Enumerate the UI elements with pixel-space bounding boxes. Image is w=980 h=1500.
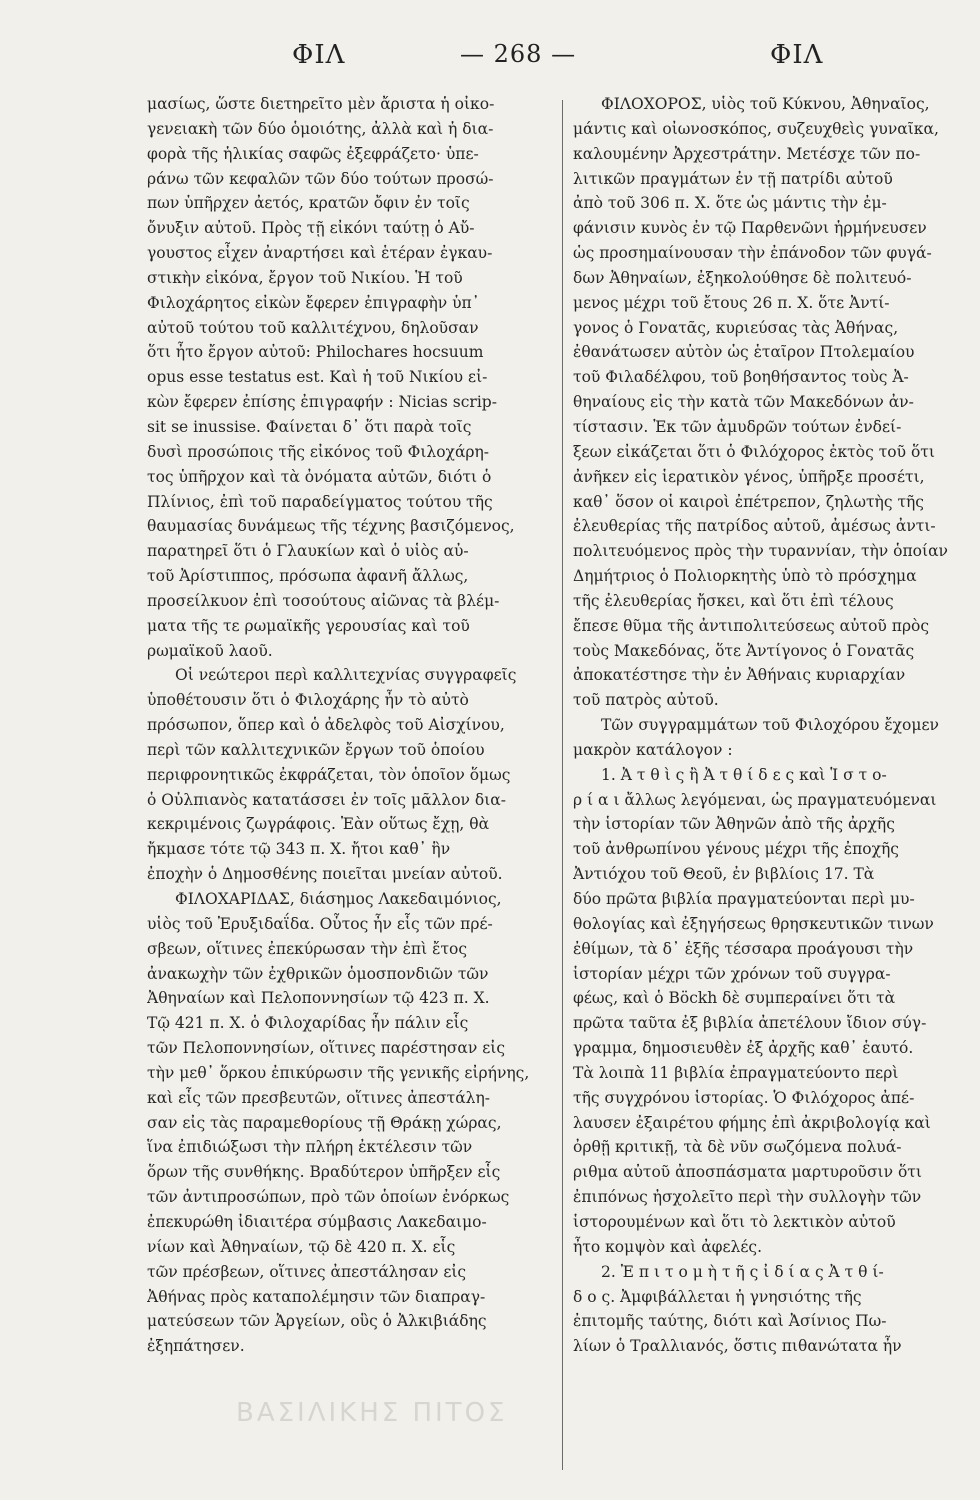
text-line: ἐπεκυρώθη ἰδιαιτέρα σύμβασις Λακεδαιμο- (147, 1212, 487, 1231)
text-line: ἐπιτομῆς ταύτης, διότι καὶ Ἀσίνιος Πω- (573, 1312, 887, 1331)
text-line: νίων καὶ Ἀθηναίων, τῷ δὲ 420 π. Χ. εἷς (147, 1237, 456, 1256)
text-line: τοῦ ἀνθρωπίνου γένους μέχρι τῆς ἐποχῆς (573, 840, 899, 859)
text-line: Τῶν συγγραμμάτων τοῦ Φιλοχόρου ἔχομεν (601, 716, 939, 735)
text-line: προσείλκυον ἐπὶ τοσούτους αἰῶνας τὰ βλέμ- (147, 591, 500, 610)
text-line: τῶν ἀντιπροσώπων, πρὸ τῶν ὁποίων ἐνόρκως (147, 1188, 510, 1207)
text-line: Ἀθήνας πρὸς καταπολέμησιν τῶν διαπραγ- (147, 1287, 486, 1306)
header-left-abbrev: ΦΙΛ (292, 40, 346, 70)
text-line: ἀνακωχὴν τῶν ἐχθρικῶν ὁμοσπονδιῶν τῶν (147, 964, 489, 983)
text-line: τίστασιν. Ἐκ τῶν ἀμυδρῶν τούτων ἐνδεί- (573, 417, 902, 436)
text-line: πρῶτα ταῦτα ἐξ βιβλία ἀπετέλουν ἴδιον σύγ- (573, 1014, 927, 1033)
text-line: τῶν Πελοποννησίων, οἵτινες παρέστησαν εἰς (147, 1039, 506, 1058)
text-line: καὶ εἷς τῶν πρεσβευτῶν, οἵτινες ἀπεστάλη- (147, 1088, 491, 1107)
text-line: ἤκμασε τότε τῷ 343 π. Χ. ἤτοι καθ᾽ ἣν (147, 840, 451, 859)
text-line: ὄνυξιν αὐτοῦ. Πρὸς τῇ εἰκόνι ταύτῃ ὁ Αὔ- (147, 219, 475, 238)
text-line: 1. Ἀ τ θ ὶ ς ἢ Ἀ τ θ ί δ ε ς καὶ Ἱ σ τ ο- (601, 765, 887, 784)
text-line: ριθμα αὐτοῦ ἀποσπάσματα μαρτυροῦσιν ὅτι (573, 1163, 922, 1182)
text-line: ἀποκατέστησε τὴν ἐν Ἀθήναις κυριαρχίαν (573, 666, 906, 685)
page-number: — 268 — (460, 40, 577, 68)
text-line: ρωμαϊκοῦ λαοῦ. (147, 641, 273, 660)
text-line: ἱστορουμένων καὶ ὅτι τὸ λεκτικὸν αὐτοῦ (573, 1212, 896, 1231)
text-line: περὶ τῶν καλλιτεχνικῶν ἔργων τοῦ ὁποίου (147, 740, 485, 759)
text-line: τῶν πρέσβεων, οἵτινες ἀπεστάλησαν εἰς (147, 1262, 467, 1281)
text-line: ἀπὸ τοῦ 306 π. Χ. ὅτε ὡς μάντις τὴν ἐμ- (573, 194, 887, 213)
text-line: Οἱ νεώτεροι περὶ καλλιτεχνίας συγγραφεῖς (175, 666, 517, 685)
text-line: ὡς προσημαίνουσαν τὴν ἐπάνοδον τῶν φυγά- (573, 244, 932, 263)
text-line: φορὰ τῆς ἡλικίας σαφῶς ἐξεφράζετο· ὑπε- (147, 144, 479, 163)
text-line: ΦΙΛΟΧΟΡΟΣ, υἱὸς τοῦ Κύκνου, Ἀθηναῖος, (601, 95, 930, 113)
text-line: Ἀθηναίων καὶ Πελοποννησίων τῷ 423 π. Χ. (147, 989, 490, 1008)
text-line: ὑποθέτουσιν ὅτι ὁ Φιλοχάρης ἦν τὸ αὐτὸ (147, 691, 469, 710)
text-line: γραμμα, δημοσιευθὲν ἐξ ἀρχῆς καθ᾽ ἑαυτό. (573, 1039, 914, 1058)
text-line: αὐτοῦ τούτου τοῦ καλλιτέχνου, δηλοῦσαν (147, 318, 479, 337)
text-line: ράνω τῶν κεφαλῶν τῶν δύο τούτων προσώ- (147, 169, 494, 188)
text-line: opus esse testatus est. Καὶ ἡ τοῦ Νικίου εἰ- (147, 368, 488, 387)
column-divider (562, 100, 563, 1470)
text-line: ἐποχὴν ὁ Δημοσθένης ποιεῖται μνείαν αὐτοῦ. (147, 865, 503, 884)
text-line: παρατηρεῖ ὅτι ὁ Γλαυκίων καὶ ὁ υἱὸς αὐ- (147, 542, 469, 561)
text-line: σαν εἰς τὰς παραμεθορίους τῇ Θράκῃ χώρας, (147, 1113, 502, 1132)
text-line: θηναίους εἰς τὴν κατὰ τῶν Μακεδόνων ἀν- (573, 393, 914, 412)
text-line: ἵνα ἐπιδιώξωσι τὴν πλήρη ἐκτέλεσιν τῶν (147, 1138, 473, 1157)
text-line: τος ὑπῆρχον καὶ τὰ ὀνόματα αὐτῶν, διότι ὁ (147, 467, 492, 486)
text-line: φάνισιν κυνὸς ἐν τῷ Παρθενῶνι ἡρμήνευσεν (573, 219, 927, 238)
text-line: ματα τῆς τε ρωμαϊκῆς γερουσίας καὶ τοῦ (147, 616, 470, 635)
left-column (147, 92, 555, 1359)
text-line: ὅτι ἦτο ἔργον αὐτοῦ: Philochares hocsuum (147, 343, 484, 362)
text-line: ὁ Οὐλπιανὸς κατατάσσει ἐν τοῖς μᾶλλον δια- (147, 790, 506, 809)
text-line: ἐθανάτωσεν αὐτὸν ὡς ἑταῖρον Πτολεμαίου (573, 343, 915, 362)
text-line: λίων ὁ Τραλλιανός, ὅστις πιθανώτατα ἦν (573, 1337, 902, 1356)
text-line: θολογίας καὶ ἐξηγήσεως θρησκευτικῶν τινων (573, 914, 934, 933)
text-line: θαυμασίας δυνάμεως τῆς τέχνης βασιζόμενος, (147, 517, 515, 536)
text-line: ἱστορίαν μέχρι τῶν χρόνων τοῦ συγγρα- (573, 964, 891, 983)
text-line: ξεων εἰκάζεται ὅτι ὁ Φιλόχορος ἐκτὸς τοῦ ὅτι (573, 442, 935, 461)
text-line: ὅρων τῆς συνθήκης. Βραδύτερον ὑπῆρξεν εἷς (147, 1163, 501, 1182)
text-line: τοῦ πατρὸς αὐτοῦ. (573, 691, 719, 710)
text-line: ἐξηπάτησεν. (147, 1337, 245, 1356)
text-line: ἐλευθερίας τῆς πατρίδος αὐτοῦ, ἀμέσως ἀντι- (573, 517, 936, 536)
text-line: Φιλοχάρητος εἰκὼν ἔφερεν ἐπιγραφὴν ὑπ᾽ (147, 293, 480, 312)
library-watermark: ΒΑΣΙΛΙΚΗΣ ΠΙΤΟΣ (236, 1398, 508, 1428)
text-line: Πλίνιος, ἐπὶ τοῦ παραδείγματος τούτου τῆς (147, 492, 493, 511)
text-line: ἔπεσε θῦμα τῆς ἀντιπολιτεύσεως αὐτοῦ πρὸς (573, 616, 930, 635)
running-header (0, 40, 980, 80)
text-line: μασίως, ὥστε διετηρεῖτο μὲν ἄριστα ἡ οἰκο- (147, 95, 495, 113)
text-line: γενειακὴ τῶν δύο ὁμοιότης, ἀλλὰ καὶ ἡ δια- (147, 119, 494, 138)
text-line: ἐθίμων, τὰ δ᾽ ἑξῆς τέσσαρα προάγουσι τὴν (573, 939, 914, 958)
header-right-abbrev: ΦΙΛ (770, 40, 824, 70)
text-line: δύο πρῶτα βιβλία πραγματεύονται περὶ μυ- (573, 890, 915, 908)
text-line: τὴν ἱστορίαν τῶν Ἀθηνῶν ἀπὸ τῆς ἀρχῆς (573, 815, 895, 834)
text-line: sit se inussise. Φαίνεται δ᾽ ὅτι παρὰ τοῖς (147, 417, 472, 436)
text-line: πολιτευόμενος πρὸς τὴν τυραννίαν, τὴν ὁποίαν (573, 542, 948, 561)
text-line: πων ὑπῆρχεν ἀετός, κρατῶν ὄφιν ἐν τοῖς (147, 194, 470, 213)
text-line: ἦτο κομψὸν καὶ ἀφελές. (573, 1237, 763, 1256)
text-line: Δημήτριος ὁ Πολιορκητὴς ὑπὸ τὸ πρόσχημα (573, 567, 917, 586)
text-line: λαυσεν ἐξαιρέτου φήμης ἐπὶ ἀκριβολογίᾳ καὶ (573, 1113, 931, 1132)
text-line: καλουμένην Ἀρχεστράτην. Μετέσχε τῶν πο- (573, 144, 921, 163)
text-line: δ ο ς. Ἀμφιβάλλεται ἡ γνησιότης τῆς (573, 1287, 862, 1306)
text-line: τῆς ἐλευθερίας ἤσκει, καὶ ὅτι ἐπὶ τέλους (573, 591, 894, 610)
right-column (573, 92, 965, 1359)
text-line: κεκριμένοις ζωγράφοις. Ἐὰν οὕτως ἔχῃ, θὰ (147, 815, 490, 834)
text-line: ρ ί α ι ἄλλως λεγόμεναι, ὡς πραγματευόμεναι (573, 790, 937, 809)
text-line: τὴν μεθ᾽ ὅρκου ἐπικύρωσιν τῆς γενικῆς εἰρήνης, (147, 1063, 530, 1082)
text-line: υἱὸς τοῦ Ἐρυξιδαΐδα. Οὗτος ἦν εἷς τῶν πρέ- (147, 914, 493, 933)
text-line: τῆς συγχρόνου ἱστορίας. Ὁ Φιλόχορος ἀπέ- (573, 1088, 915, 1107)
text-line: Τῷ 421 π. Χ. ὁ Φιλοχαρίδας ἦν πάλιν εἷς (147, 1014, 469, 1033)
text-line: Ἀντιόχου τοῦ Θεοῦ, ἐν βιβλίοις 17. Τὰ (573, 865, 875, 884)
text-line: τοῦ Ἀρίστιππος, πρόσωπα ἀφανῆ ἄλλως, (147, 567, 469, 586)
text-line: πρόσωπον, ὅπερ καὶ ὁ ἀδελφὸς τοῦ Αἰσχίνου, (147, 716, 505, 735)
text-line: 2. Ἐ π ι τ ο μ ὴ τ ῆ ς ἰ δ ί α ς Ἀ τ θ ί- (601, 1262, 884, 1281)
text-line: μακρὸν κατάλογον : (573, 740, 733, 759)
text-line: τοῦ Φιλαδέλφου, τοῦ βοηθήσαντος τοὺς Ἀ- (573, 368, 909, 387)
text-line: ἀνῆκεν εἰς ἱερατικὸν γένος, ὑπῆρξε προσέτι, (573, 467, 925, 486)
text-line: κὼν ἔφερεν ἐπίσης ἐπιγραφήν : Nicias scrip- (147, 393, 497, 412)
text-line: μενος μέχρι τοῦ ἔτους 26 π. Χ. ὅτε Ἀντί- (573, 293, 890, 312)
text-line: γουστος εἶχεν ἀναρτήσει καὶ ἑτέραν ἐγκαυ- (147, 244, 493, 263)
text-line: σβεων, οἵτινες ἐπεκύρωσαν τὴν ἐπὶ ἔτος (147, 939, 468, 958)
text-line: μάντις καὶ οἰωνοσκόπος, συζευχθεὶς γυναῖκα, (573, 119, 939, 138)
text-line: φέως, καὶ ὁ Böckh δὲ συμπεραίνει ὅτι τὰ (573, 989, 896, 1008)
text-line: περιφρονητικῶς ἐκφράζεται, τὸν ὁποῖον ὅμως (147, 765, 511, 784)
text-line: καθ᾽ ὅσον οἱ καιροὶ ἐπέτρεπον, ζηλωτὴς τῆς (573, 492, 924, 511)
text-line: ματεύσεων τῶν Ἀργείων, οὓς ὁ Ἀλκιβιάδης (147, 1312, 487, 1331)
text-line: δυσὶ προσώποις τῆς εἰκόνος τοῦ Φιλοχάρη- (147, 442, 490, 461)
text-line: ἐπιπόνως ἠσχολεῖτο περὶ τὴν συλλογὴν τῶν (573, 1188, 922, 1207)
text-line: ὀρθῇ κριτικῇ, τὰ δὲ νῦν σωζόμενα πολυά- (573, 1138, 902, 1157)
text-line: δων Ἀθηναίων, ἐξηκολούθησε δὲ πολιτευό- (573, 268, 912, 287)
text-line: γονος ὁ Γονατᾶς, κυριεύσας τὰς Ἀθήνας, (573, 318, 899, 337)
text-line: λιτικῶν πραγμάτων ἐν τῇ πατρίδι αὐτοῦ (573, 169, 893, 188)
text-line: τοὺς Μακεδόνας, ὅτε Ἀντίγονος ὁ Γονατᾶς (573, 641, 915, 660)
text-line: ΦΙΛΟΧΑΡΙΔΑΣ, διάσημος Λακεδαιμόνιος, (175, 890, 502, 908)
text-line: Τὰ λοιπὰ 11 βιβλία ἐπραγματεύοντο περὶ (573, 1063, 899, 1082)
text-line: στικὴν εἰκόνα, ἔργον τοῦ Νικίου. Ἡ τοῦ (147, 268, 463, 287)
